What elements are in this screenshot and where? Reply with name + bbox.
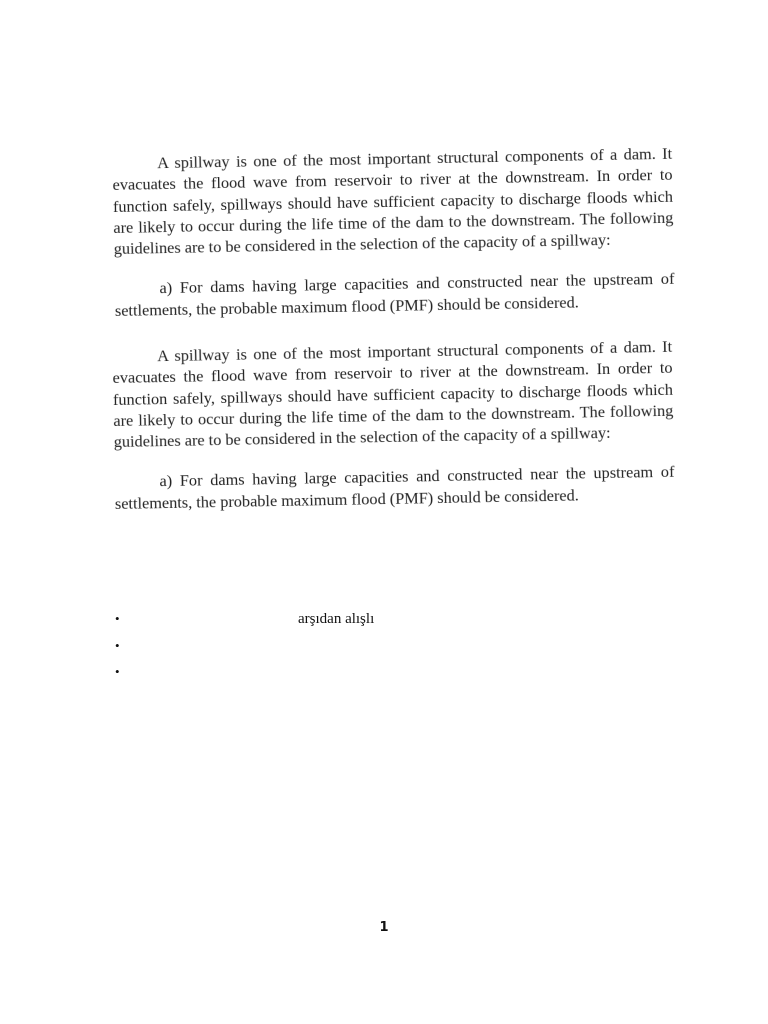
bullet-item[interactable] [114,606,374,633]
bullet-list [114,606,374,686]
scanned-paragraph: A spillway is one of the most important structural components of a dam. It evacuates the flood wave from reservoir to river at the downstream. In order to function safely, spillways should have sufficient capacity to discharge floods which are likely to occur during the life time of the dam to the downstream. The following guidelines are to be considered in the selection of the capacity of a spillway: [112,336,674,452]
scanned-list-item-a: a) For dams having large capacities and constructed near the upstream of settlements, the probable maximum flood (PMF) should be considered. [114,462,675,513]
bullet-item[interactable] [114,659,374,686]
scanned-text-image-2 [112,336,675,514]
bullet-marker: • [115,611,120,626]
bullet-marker: • [115,637,120,653]
page-number: 1 [379,920,389,935]
scanned-text-image-1 [112,143,675,321]
bullet-marker: • [115,664,120,679]
bullet-text: arşıdan alışlı [298,611,375,627]
scanned-list-item-a: a) For dams having large capacities and constructed near the upstream of settlements, the probable maximum flood (PMF) should be considered. [114,269,675,320]
scanned-paragraph: A spillway is one of the most important structural components of a dam. It evacuates the flood wave from reservoir to river at the downstream. In order to function safely, spillways should have sufficient capacity to discharge floods which are likely to occur during the life time of the dam to the downstream. The following guidelines are to be considered in the selection of the capacity of a spillway: [112,143,674,259]
bullet-item[interactable] [114,633,374,660]
